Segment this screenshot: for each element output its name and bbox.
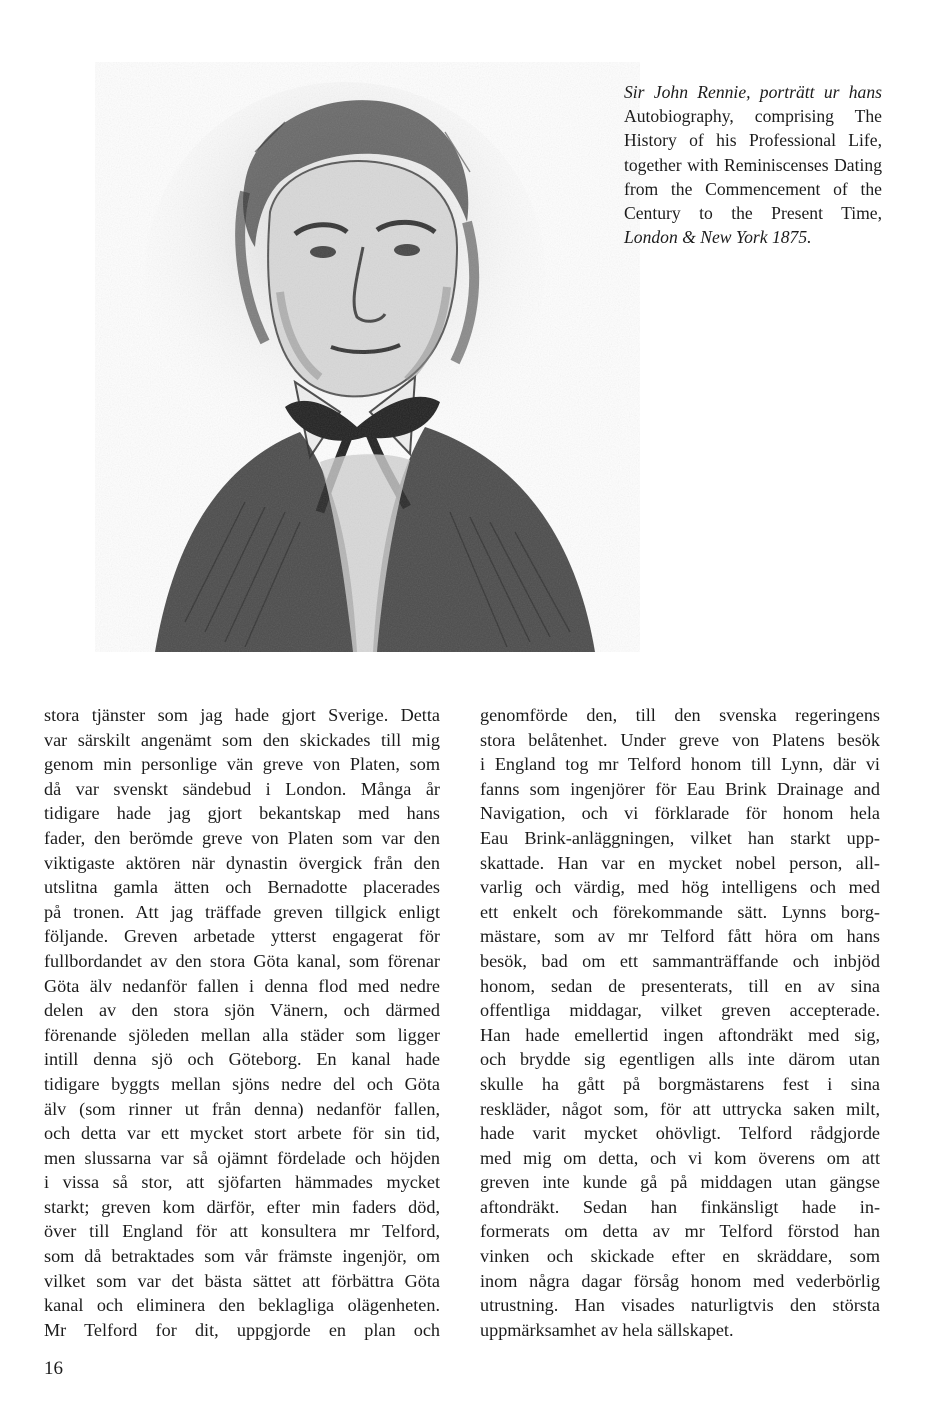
text-line: fullbordandet av den stora Göta kanal, som förenar xyxy=(44,950,440,971)
text-line: utrustning. Han visades naturligtvis den största xyxy=(480,1295,880,1316)
text-line: och brydde sig egentligen alls inte därom utan xyxy=(480,1049,880,1070)
text-line: tidigare byggts mellan sjöns nedre del och Göta xyxy=(44,1073,440,1094)
text-line: men slussarna var så ojämnt fördelade och höjden xyxy=(44,1147,440,1168)
text-line: i vissa så stor, att sjöfarten hämmades mycket xyxy=(44,1172,440,1193)
text-line: besök, bad om ett sammanträffande och inbjöd xyxy=(480,950,880,971)
text-line: ett enkelt och förekommande sätt. Lynns borg- xyxy=(480,901,880,922)
text-line: stora belåtenhet. Under greve von Platens besök xyxy=(480,729,880,750)
text-line: varlig och värdig, med hög intelligens och med xyxy=(480,877,880,898)
text-line: offentliga middagar, vilket greven accepterade. xyxy=(480,1000,880,1021)
caption-italic-tail: London & New York 1875. xyxy=(624,227,812,248)
right-text-column xyxy=(480,703,880,1342)
text-line: förenande sjöleden mellan alla städer som ligger xyxy=(44,1024,440,1045)
left-text-column xyxy=(44,703,440,1342)
text-line: delen av den stora sjön Vänern, och därmed xyxy=(44,1000,440,1021)
text-line: aftondräkt. Sedan han finkänsligt hade in- xyxy=(480,1196,880,1217)
text-line: Göta älv nedanför fallen i denna flod med nedre xyxy=(44,975,440,996)
text-line: följande. Greven arbetade ytterst engagerat för xyxy=(44,926,440,947)
text-line: skulle ha gått på borgmästarens fest i sina xyxy=(480,1073,880,1094)
text-line: fader, den berömde greve von Platen som var den xyxy=(44,827,440,848)
text-line: fanns som ingenjörer för Eau Brink Drainage and xyxy=(480,778,880,799)
text-line: var särskilt angenämt som den skickades till mig xyxy=(44,729,440,750)
text-line: kanal och eliminera den beklagliga olägenheten. xyxy=(44,1295,440,1316)
text-line: då var svenskt sändebud i London. Många år xyxy=(44,778,440,799)
page-number: 16 xyxy=(44,1358,63,1379)
caption-body: Autobiography, comprising The History of his Professional Life, together with Reminiscenses Dating from the Commencement of the Century to the Present Time, xyxy=(624,106,882,224)
text-line: tidigare hade jag gjort bekantskap med hans xyxy=(44,803,440,824)
text-line: formerats om detta av mr Telford förstod han xyxy=(480,1221,880,1242)
text-line: utslitna gamla ätten och Bernadotte placerades xyxy=(44,877,440,898)
text-line: med mig om detta, och vi kom överens om att xyxy=(480,1147,880,1168)
text-line: som då betraktades som vår främste ingenjör, om xyxy=(44,1246,440,1267)
text-line: inom några dagar försåg honom med vederbörlig xyxy=(480,1270,880,1291)
text-line: Navigation, och vi förklarade för honom hela xyxy=(480,803,880,824)
text-line: stora tjänster som jag hade gjort Sverige. Detta xyxy=(44,705,440,725)
text-line: älv (som rinner ut från denna) nedanför fallen, xyxy=(44,1098,440,1119)
text-line: hade varit mycket ohövligt. Telford rådgjorde xyxy=(480,1123,880,1144)
text-line: i England tog mr Telford honom till Lynn, där vi xyxy=(480,754,880,775)
portrait-caption xyxy=(624,80,882,249)
text-line: intill denna sjö och Göteborg. En kanal hade xyxy=(44,1049,440,1070)
text-line: mästare, som av mr Telford fått höra om hans xyxy=(480,926,880,947)
portrait-illustration xyxy=(95,62,640,652)
text-line: viktigaste aktören när dynastin övergick från den xyxy=(44,852,440,873)
text-line: reskläder, något som, för att uttrycka saken milt, xyxy=(480,1098,880,1119)
text-line: uppmärksamhet av hela sällskapet. xyxy=(480,1319,734,1340)
text-line: över till England för att konsultera mr Telford, xyxy=(44,1221,440,1242)
text-line: starkt; greven kom därför, efter min faders död, xyxy=(44,1196,440,1217)
caption-italic-lead: Sir John Rennie, porträtt ur hans xyxy=(624,82,882,102)
text-line: vilket som var det bästa sättet att förbättra Göta xyxy=(44,1270,440,1291)
text-line: honom, sedan de presenterats, till en av sina xyxy=(480,975,880,996)
text-line: Eau Brink-anläggningen, vilket han starkt upp- xyxy=(480,827,880,848)
text-line: på tronen. Att jag träffade greven tillgick enligt xyxy=(44,901,440,922)
text-line: vinken och skickade efter en skräddare, som xyxy=(480,1246,880,1267)
text-line: genomförde den, till den svenska regeringens xyxy=(480,705,880,725)
text-line: Mr Telford for dit, uppgjorde en plan och xyxy=(44,1319,440,1340)
text-line: greven inte kunde gå på middagen utan gängse xyxy=(480,1172,880,1193)
text-line: och detta var ett mycket stort arbete för sin tid, xyxy=(44,1123,440,1144)
text-line: skattade. Han var en mycket nobel person, all- xyxy=(480,852,880,873)
text-line: genom min personlige vän greve von Platen, som xyxy=(44,754,440,775)
text-line: Han hade emellertid ingen aftondräkt med sig, xyxy=(480,1024,880,1045)
